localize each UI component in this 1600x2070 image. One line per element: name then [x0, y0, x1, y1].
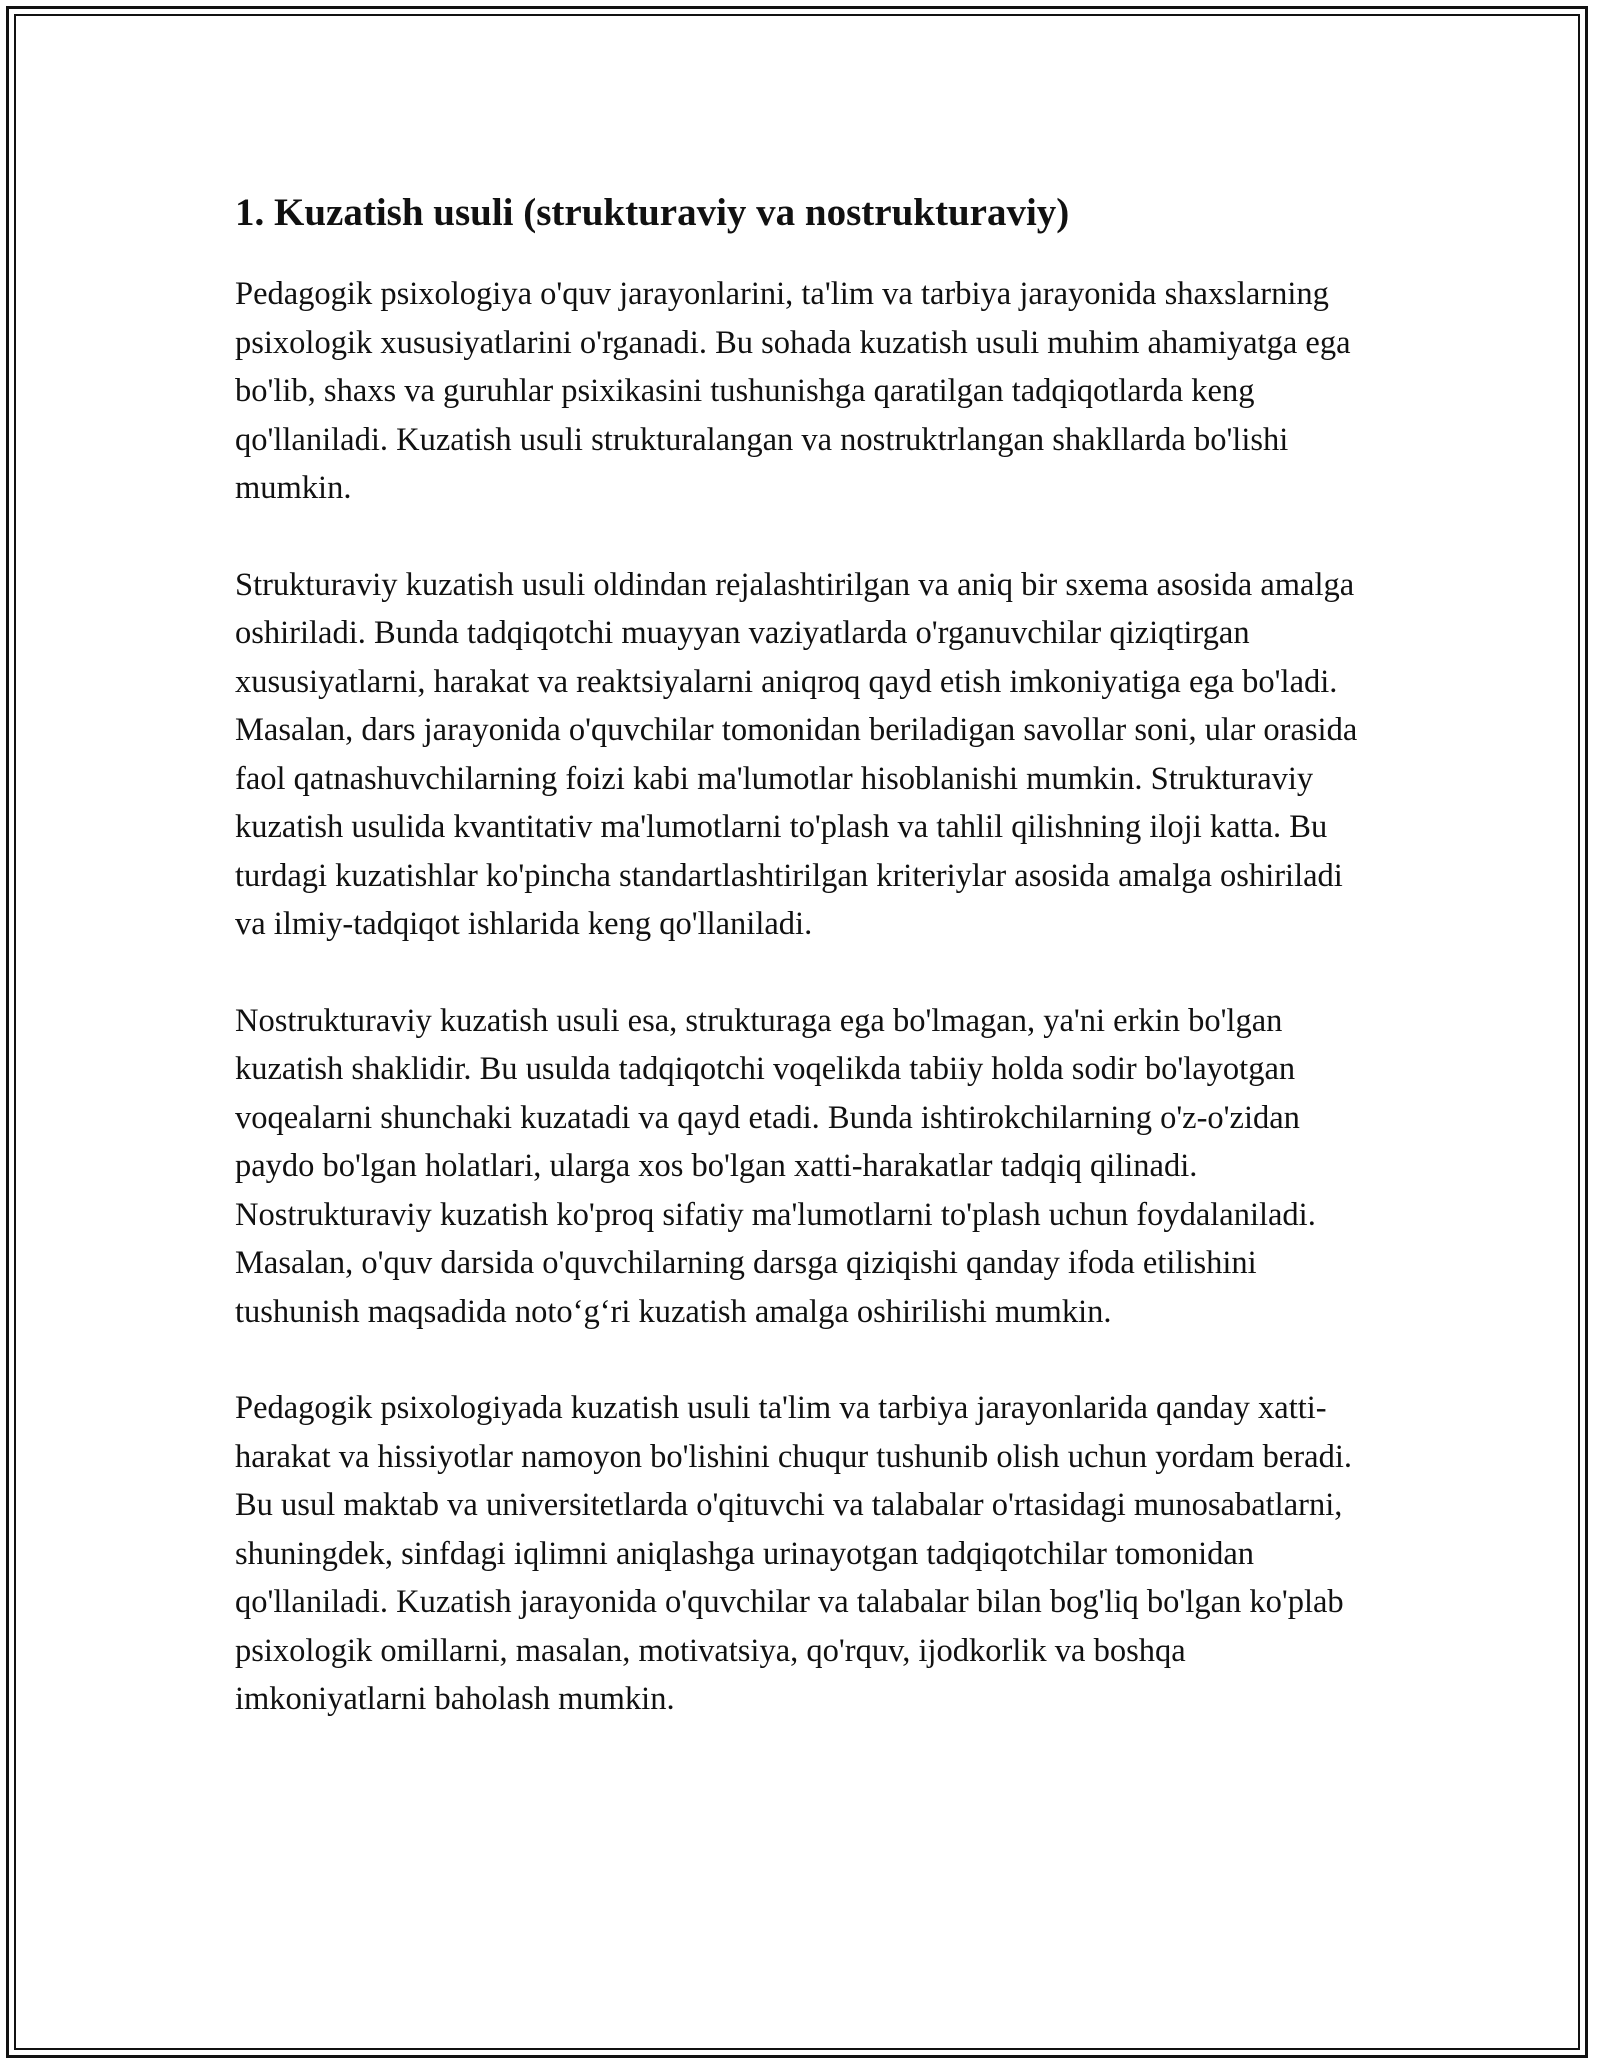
paragraph-conclusion: Pedagogik psixologiyada kuzatish usuli ta'lim va tarbiya jarayonlarida qanday xatti-harakat va hissiyotlar namoyon bo'lishini chuqur tushunib olish uchun yordam beradi. Bu usul maktab va universitetlarda o'qituvchi va talabalar o'rtasidagi munosabatlarni, shuningdek, sinfdagi iqlimni aniqlashga urinayotgan tadqiqotchilar tomonidan qo'llaniladi. Kuzatish jarayonida o'quvchilar va talabalar bilan bog'liq bo'lgan ko'plab psixologik omillarni, masalan, motivatsiya, qo'rquv, ijodkorlik va boshqa imkoniyatlarni baholash mumkin. — [235, 1390, 1352, 1717]
document-body — [235, 186, 1365, 1724]
paragraph-unstructured-observation: Nostrukturaviy kuzatish usuli esa, strukturaga ega bo'lmagan, ya'ni erkin bo'lgan kuzatish shaklidir. Bu usulda tadqiqotchi voqelikda tabiiy holda sodir bo'layotgan voqealarni shunchaki kuzatadi va qayd etadi. Bunda ishtirokchilarning o'z-o'zidan paydo bo'lgan holatlari, ularga xos bo'lgan xatti-harakatlar tadqiq qilinadi. Nostrukturaviy kuzatish ko'proq sifatiy ma'lumotlarni to'plash uchun foydalaniladi. Masalan, o'quv darsida o'quvchilarning darsga qiziqishi qanday ifoda etilishini tushunish maqsadida noto‘g‘ri kuzatish amalga oshirilishi mumkin. — [235, 1002, 1316, 1330]
paragraph-intro: Pedagogik psixologiya o'quv jarayonlarini, ta'lim va tarbiya jarayonida shaxslarning psixologik xususiyatlarini o'rganadi. Bu sohada kuzatish usuli muhim ahamiyatga ega bo'lib, shaxs va guruhlar psixikasini tushunishga qaratilgan tadqiqotlarda keng qo'llaniladi. Kuzatish usuli strukturalangan va nostruktrlangan shakllarda bo'lishi mumkin. — [235, 276, 1351, 506]
paragraph-structured-observation: Strukturaviy kuzatish usuli oldindan rejalashtirilgan va aniq bir sxema asosida amalga oshiriladi. Bunda tadqiqotchi muayyan vaziyatlarda o'rganuvchilar qiziqtirgan xususiyatlarni, harakat va reaktsiyalarni aniqroq qayd etish imkoniyatiga ega bo'ladi. Masalan, dars jarayonida o'quvchilar tomonidan beriladigan savollar soni, ular orasida faol qatnashuvchilarning foizi kabi ma'lumotlar hisoblanishi mumkin. Strukturaviy kuzatish usulida kvantitativ ma'lumotlarni to'plash va tahlil qilishning iloji katta. Bu turdagi kuzatishlar ko'pincha standartlashtirilgan kriteriylar asosida amalga oshiriladi va ilmiy-tadqiqot ishlarida keng qo'llaniladi. — [235, 566, 1358, 942]
page-title: 1. Kuzatish usuli (strukturaviy va nostrukturaviy) — [235, 191, 1070, 234]
